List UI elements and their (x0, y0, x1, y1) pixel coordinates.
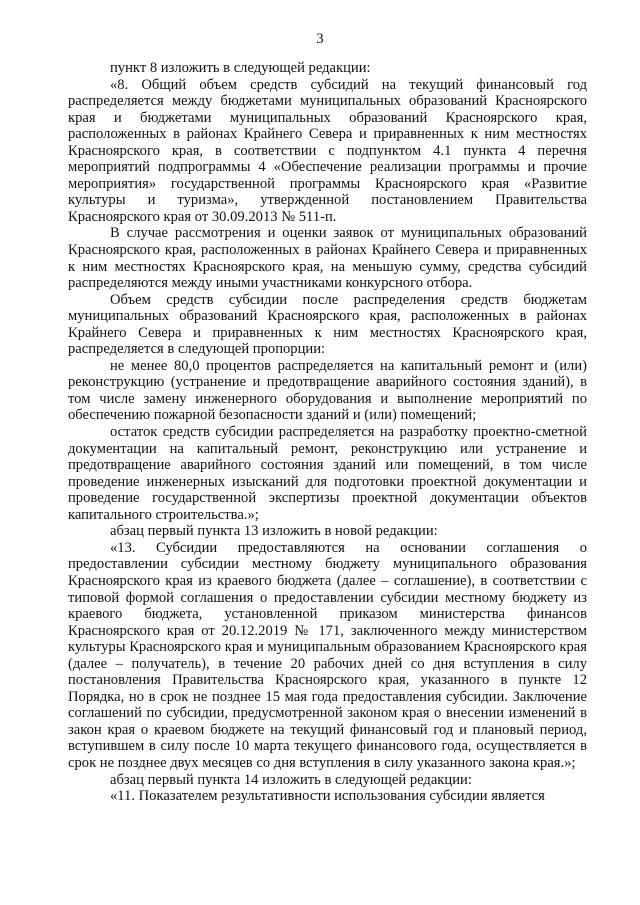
paragraph: «8. Общий объем средств субсидий на текущий финансовый год распределяется между бюджетами муниципальных образований Красноярского края и бюджетами муниципальных образований Красноярского края, расположенных в районах Крайнего Севера и приравненных к ним местностях Красноярского края, в соответствии с подпунктом 4.1 пункта 4 перечня мероприятий подпрограммы 4 «Обеспечение реализации программы и прочие мероприятия» государственной программы Красноярского края «Развитие культуры и туризма», утвержденной постановлением Правительства Красноярского края от 30.09.2013 № 511-п. (68, 76, 587, 225)
paragraph: «11. Показателем результативности использования субсидии является (110, 788, 545, 805)
paragraph: абзац первый пункта 13 изложить в новой редакции: (110, 523, 438, 540)
paragraph: абзац первый пункта 14 изложить в следующей редакции: (110, 771, 472, 788)
paragraph: пункт 8 изложить в следующей редакции: (110, 60, 371, 76)
document-body (68, 60, 587, 805)
paragraph: остаток средств субсидии распределяется на разработку проектно-сметной документации на капитальный ремонт, реконструкцию или устранение и предотвращение аварийного состояния зданий или помещений, в том числе проведение инженерных изысканий для подготовки проектной документации и проведение государственной экспертизы проектной документации объектов капитального строительства.»; (68, 424, 587, 523)
page-number: 3 (316, 31, 324, 47)
paragraph: В случае рассмотрения и оценки заявок от муниципальных образований Красноярского края, расположенных в районах Крайнего Севера и приравненных к ним местностях Красноярского края, на меньшую сумму, средства субсидий распределяются между иными участниками конкурсного отбора. (68, 225, 587, 292)
paragraph: Объем средств субсидии после распределения средств бюджетам муниципальных образований Красноярского края, расположенных в районах Крайнего Севера и приравненных к ним местностях Красноярского края, распределяется в следующей пропорции: (68, 291, 587, 358)
paragraph: не менее 80,0 процентов распределяется на капитальный ремонт и (или) реконструкцию (устранение и предотвращение аварийного состояния зданий), в том числе замену инженерного оборудования и выполнение мероприятий по обеспечению пожарной безопасности зданий и (или) помещений; (68, 357, 587, 424)
paragraph: «13. Субсидии предоставляются на основании соглашения о предоставлении субсидии местному бюджету муниципального образования Красноярского края из краевого бюджета (далее – соглашение), в соответствии с типовой формой соглашения о предоставлении субсидии местному бюджету из краевого бюджета, установленной приказом министерства финансов Красноярского края от 20.12.2019 № 171, заключенного между министерством культуры Красноярского края и муниципальным образованием Красноярского края (далее – получатель), в течение 20 рабочих дней со дня вступления в силу постановления Правительства Красноярского края, указанного в пункте 12 Порядка, но в срок не позднее 15 мая года предоставления субсидии. Заключение соглашений по субсидии, предусмотренной законом края о внесении изменений в закон края о краевом бюджете на текущий финансовый год и плановый период, вступившем в силу после 10 марта текущего финансового года, осуществляется в срок не позднее двух месяцев со дня вступления в силу указанного закона края.»; (68, 539, 587, 771)
